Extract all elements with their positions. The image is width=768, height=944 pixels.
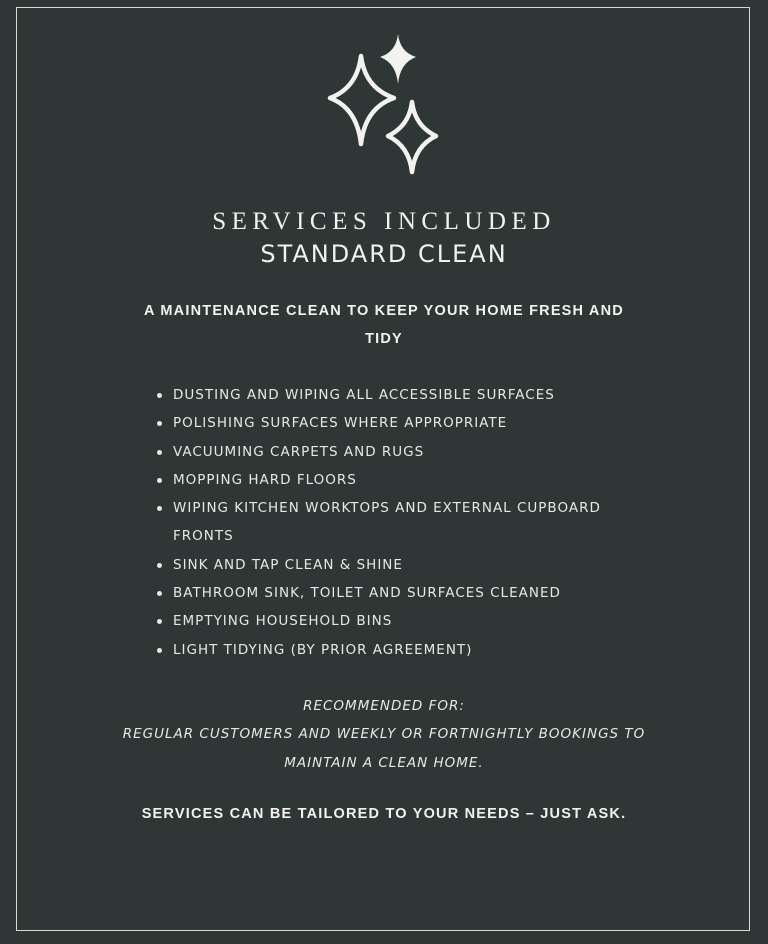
heading-services-included: SERVICES INCLUDED: [212, 208, 556, 235]
medium-sparkle-icon: [388, 102, 436, 172]
large-sparkle-icon: [330, 56, 394, 144]
service-item: MOPPING HARD FLOORS: [153, 466, 623, 494]
service-item: EMPTYING HOUSEHOLD BINS: [153, 607, 623, 635]
recommended-text: REGULAR CUSTOMERS AND WEEKLY OR FORTNIGHTLY BOOKINGS TO MAINTAIN A CLEAN HOME.: [122, 726, 646, 771]
subtitle: A MAINTENANCE CLEAN TO KEEP YOUR HOME FRESH AND TIDY: [144, 303, 624, 347]
service-item: LIGHT TIDYING (BY PRIOR AGREEMENT): [153, 636, 623, 664]
service-item: VACUUMING CARPETS AND RUGS: [153, 438, 623, 466]
service-item: SINK AND TAP CLEAN & SHINE: [153, 551, 623, 579]
service-item: WIPING KITCHEN WORKTOPS AND EXTERNAL CUPBOARD FRONTS: [153, 494, 623, 551]
sparkles-icon: [324, 32, 444, 178]
recommended-block: [120, 692, 648, 777]
heading-standard-clean: STANDARD CLEAN: [260, 240, 508, 268]
service-item: BATHROOM SINK, TOILET AND SURFACES CLEANED: [153, 579, 623, 607]
recommended-label: RECOMMENDED FOR:: [303, 698, 465, 714]
footer-note: SERVICES CAN BE TAILORED TO YOUR NEEDS – JUST ASK.: [141, 806, 627, 822]
small-sparkle-icon: [380, 34, 416, 84]
services-list: [153, 381, 623, 664]
service-item: POLISHING SURFACES WHERE APPROPRIATE: [153, 409, 623, 437]
service-item: DUSTING AND WIPING ALL ACCESSIBLE SURFACES: [153, 381, 623, 409]
